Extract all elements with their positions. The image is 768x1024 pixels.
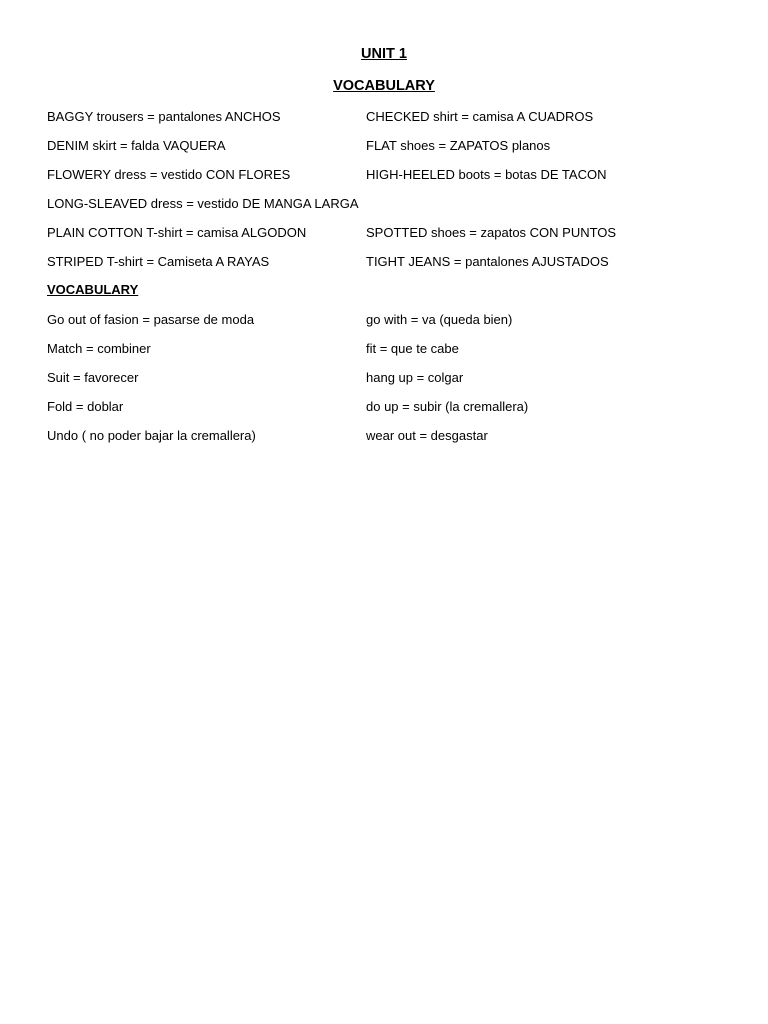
vocab-entry-right: do up = subir (la cremallera)	[366, 399, 529, 414]
vocab-row	[0, 108, 768, 126]
vocab-entry-left: PLAIN COTTON T-shirt = camisa ALGODON	[47, 225, 307, 240]
vocab-entry-right: FLAT shoes = ZAPATOS planos	[366, 138, 551, 153]
vocab-entry-right: HIGH-HEELED boots = botas DE TACON	[366, 167, 607, 182]
vocab-row	[0, 253, 768, 271]
page-title: UNIT 1	[361, 46, 407, 62]
vocab-entry-right: SPOTTED shoes = zapatos CON PUNTOS	[366, 225, 617, 240]
vocab-row	[0, 195, 768, 213]
section-heading-vocabulary-1: VOCABULARY	[333, 78, 435, 94]
vocab-entry-right: go with = va (queda bien)	[366, 312, 513, 327]
vocab-entry-left: Suit = favorecer	[47, 370, 139, 385]
vocab-entry-right: fit = que te cabe	[366, 341, 459, 356]
vocab-row	[0, 340, 768, 358]
vocab-entry-right: TIGHT JEANS = pantalones AJUSTADOS	[366, 254, 609, 269]
vocab-entry-left: Fold = doblar	[47, 399, 124, 414]
vocab-row	[0, 369, 768, 387]
vocab-entry-left: STRIPED T-shirt = Camiseta A RAYAS	[47, 254, 270, 269]
vocab-entry-right: wear out = desgastar	[366, 428, 488, 443]
vocab-row	[0, 137, 768, 155]
vocab-row	[0, 398, 768, 416]
vocab-entry-left: DENIM skirt = falda VAQUERA	[47, 138, 226, 153]
section-heading-vocabulary-2: VOCABULARY	[47, 282, 139, 297]
vocab-row	[0, 224, 768, 242]
vocab-entry-left: Undo ( no poder bajar la cremallera)	[47, 428, 256, 443]
vocab-row	[0, 166, 768, 184]
vocab-entry-left: Go out of fasion = pasarse de moda	[47, 312, 255, 327]
vocab-entry-right: CHECKED shirt = camisa A CUADROS	[366, 109, 594, 124]
vocab-entry-right: hang up = colgar	[366, 370, 464, 385]
vocab-entry-left: BAGGY trousers = pantalones ANCHOS	[47, 109, 281, 124]
vocab-row	[0, 311, 768, 329]
vocab-entry-left: FLOWERY dress = vestido CON FLORES	[47, 167, 291, 182]
vocab-row	[0, 427, 768, 445]
vocab-entry-left: LONG-SLEAVED dress = vestido DE MANGA LARGA	[47, 196, 359, 211]
vocab-entry-left: Match = combiner	[47, 341, 151, 356]
